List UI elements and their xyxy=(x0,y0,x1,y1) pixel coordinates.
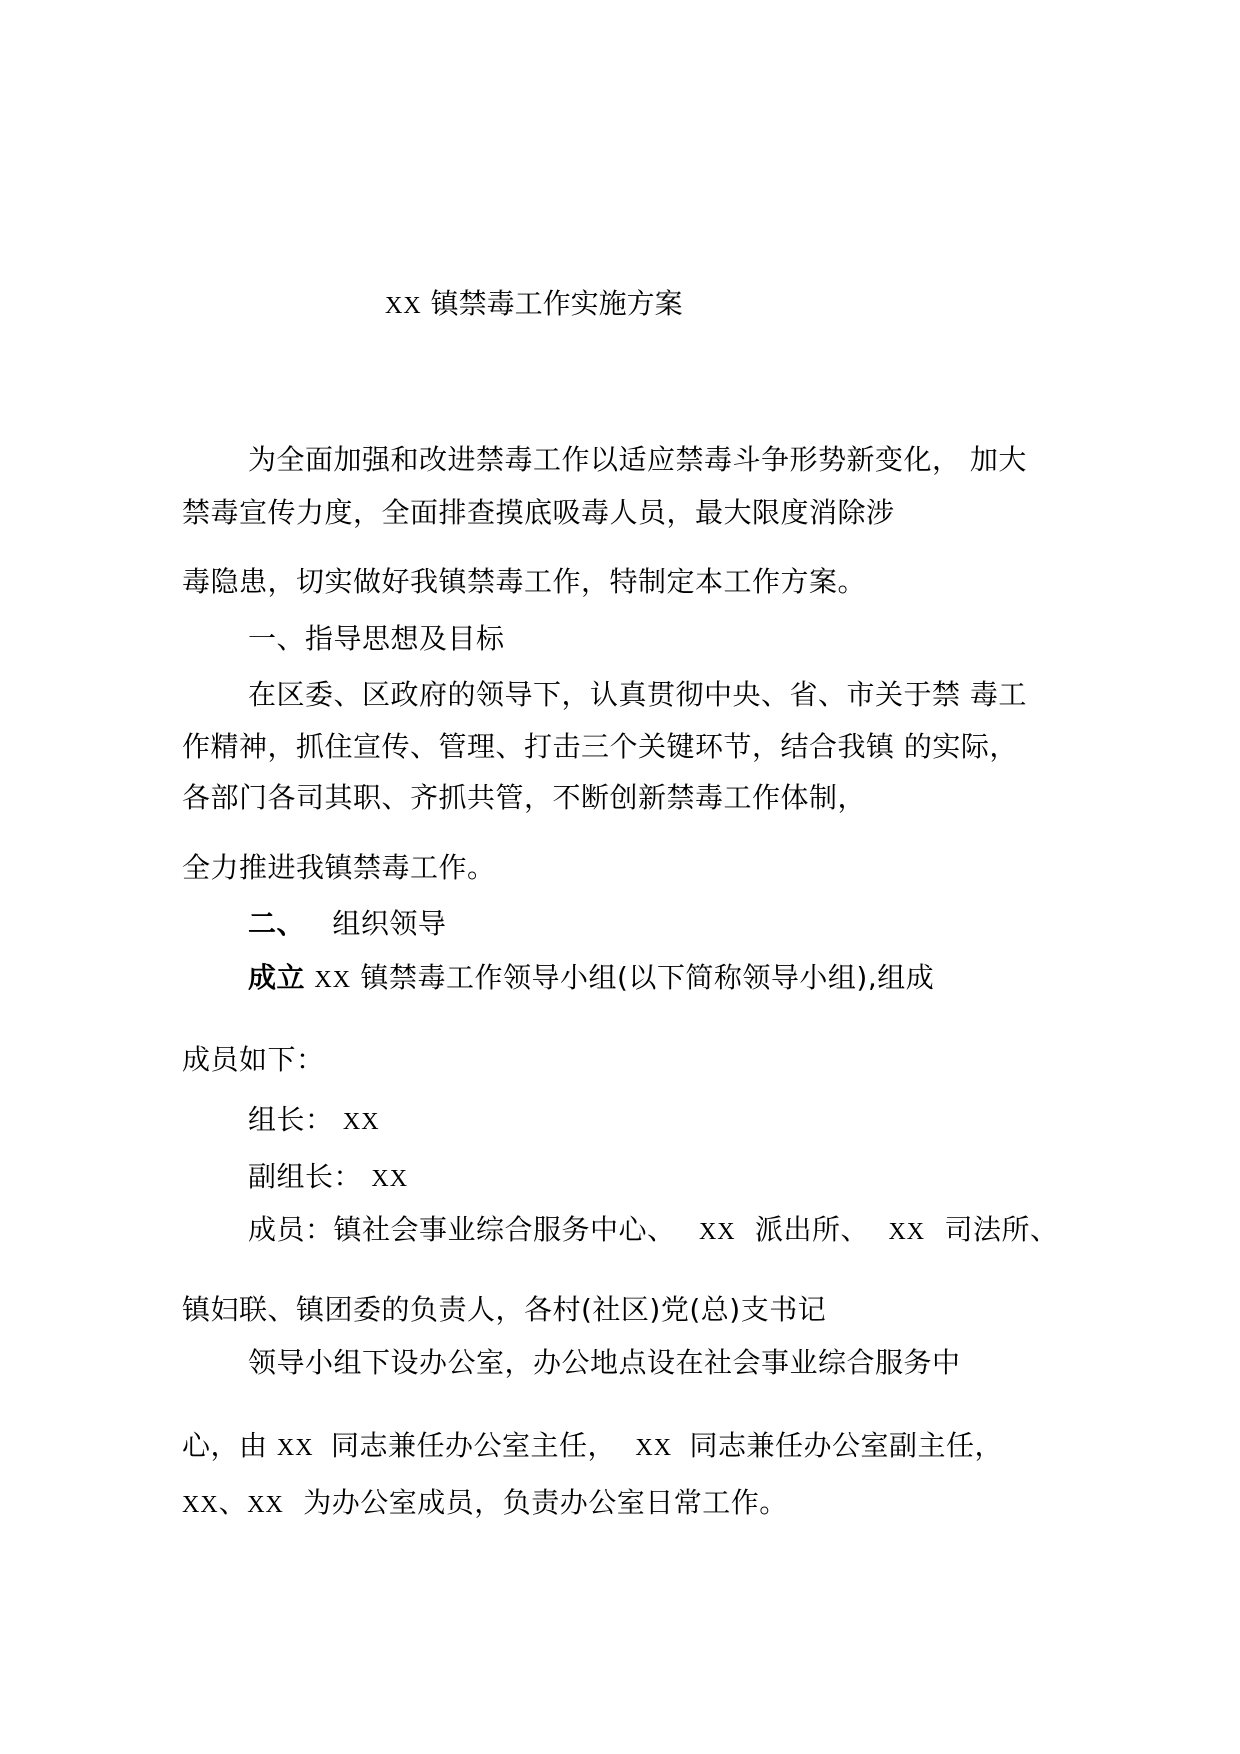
office-line2-t2: 同志兼任办公室主任， xyxy=(331,1429,617,1462)
establish-xx: XX xyxy=(314,967,352,993)
deputy-leader-line xyxy=(248,1160,408,1196)
deputy-leader-label: 副组长： xyxy=(248,1160,363,1193)
leader-line xyxy=(248,1103,380,1139)
office-line-3 xyxy=(182,1486,788,1522)
paragraph-line: 全力推进我镇禁毒工作。 xyxy=(182,851,496,884)
office-line2-t1: 心，由 xyxy=(182,1429,268,1462)
leader-label: 组长： xyxy=(248,1103,334,1136)
members-text1: 镇社会事业综合服务中心、 xyxy=(333,1213,676,1246)
office-line3-xx2: XX xyxy=(247,1492,284,1518)
office-line-2 xyxy=(182,1429,1003,1465)
office-line3-text: 为办公室成员，负责办公室日常工作。 xyxy=(303,1486,788,1519)
office-line-1: 领导小组下设办公室，办公地点设在社会事业综合服务中 xyxy=(248,1346,961,1379)
members-text2: 派出所、 xyxy=(755,1213,870,1246)
members-line xyxy=(248,1213,1059,1249)
paragraph-line: 各部门各司其职、齐抓共管，不断创新禁毒工作体制， xyxy=(182,781,867,814)
members-continued: 镇妇联、镇团委的负责人，各村(社区)党(总)支书记 xyxy=(182,1293,827,1326)
members-text3: 司法所、 xyxy=(944,1213,1059,1246)
document-title xyxy=(385,287,683,323)
section2-label: 二、 xyxy=(248,907,306,940)
members-intro: 成员如下： xyxy=(182,1043,325,1076)
office-line2-xx2: XX xyxy=(635,1435,673,1461)
section2-heading: 组织领导 xyxy=(332,907,447,940)
office-line2-t3: 同志兼任办公室副主任， xyxy=(689,1429,1004,1462)
office-line2-xx1: XX xyxy=(276,1435,314,1461)
establish-line xyxy=(248,961,934,997)
title-xx: XX xyxy=(385,293,422,319)
paragraph-line: 在区委、区政府的领导下，认真贯彻中央、省、市关于禁 毒工 xyxy=(248,678,1027,711)
members-xx2: XX xyxy=(888,1219,926,1245)
paragraph-line: 为全面加强和改进禁毒工作以适应禁毒斗争形势新变化， 加大 xyxy=(248,443,1027,476)
establish-prefix: 成立 xyxy=(248,961,306,994)
leader-value: XX xyxy=(342,1109,380,1135)
office-line3-sep: 、 xyxy=(218,1486,248,1519)
section-heading-1: 一、指导思想及目标 xyxy=(248,622,505,655)
deputy-leader-value: XX xyxy=(371,1166,409,1192)
paragraph-line: 毒隐患，切实做好我镇禁毒工作，特制定本工作方案。 xyxy=(182,565,867,598)
members-xx1: XX xyxy=(698,1219,736,1245)
office-line3-xx1: XX xyxy=(182,1492,219,1518)
paragraph-line: 禁毒宣传力度，全面排查摸底吸毒人员，最大限度消除涉 xyxy=(182,496,895,529)
establish-rest: 镇禁毒工作领导小组(以下简称领导小组),组成 xyxy=(360,961,935,994)
title-text: 镇禁毒工作实施方案 xyxy=(430,287,683,320)
section-heading-2 xyxy=(248,907,446,941)
members-label: 成员： xyxy=(248,1213,334,1246)
paragraph-line: 作精神，抓住宣传、管理、打击三个关键环节，结合我镇 的实际， xyxy=(182,730,1018,763)
